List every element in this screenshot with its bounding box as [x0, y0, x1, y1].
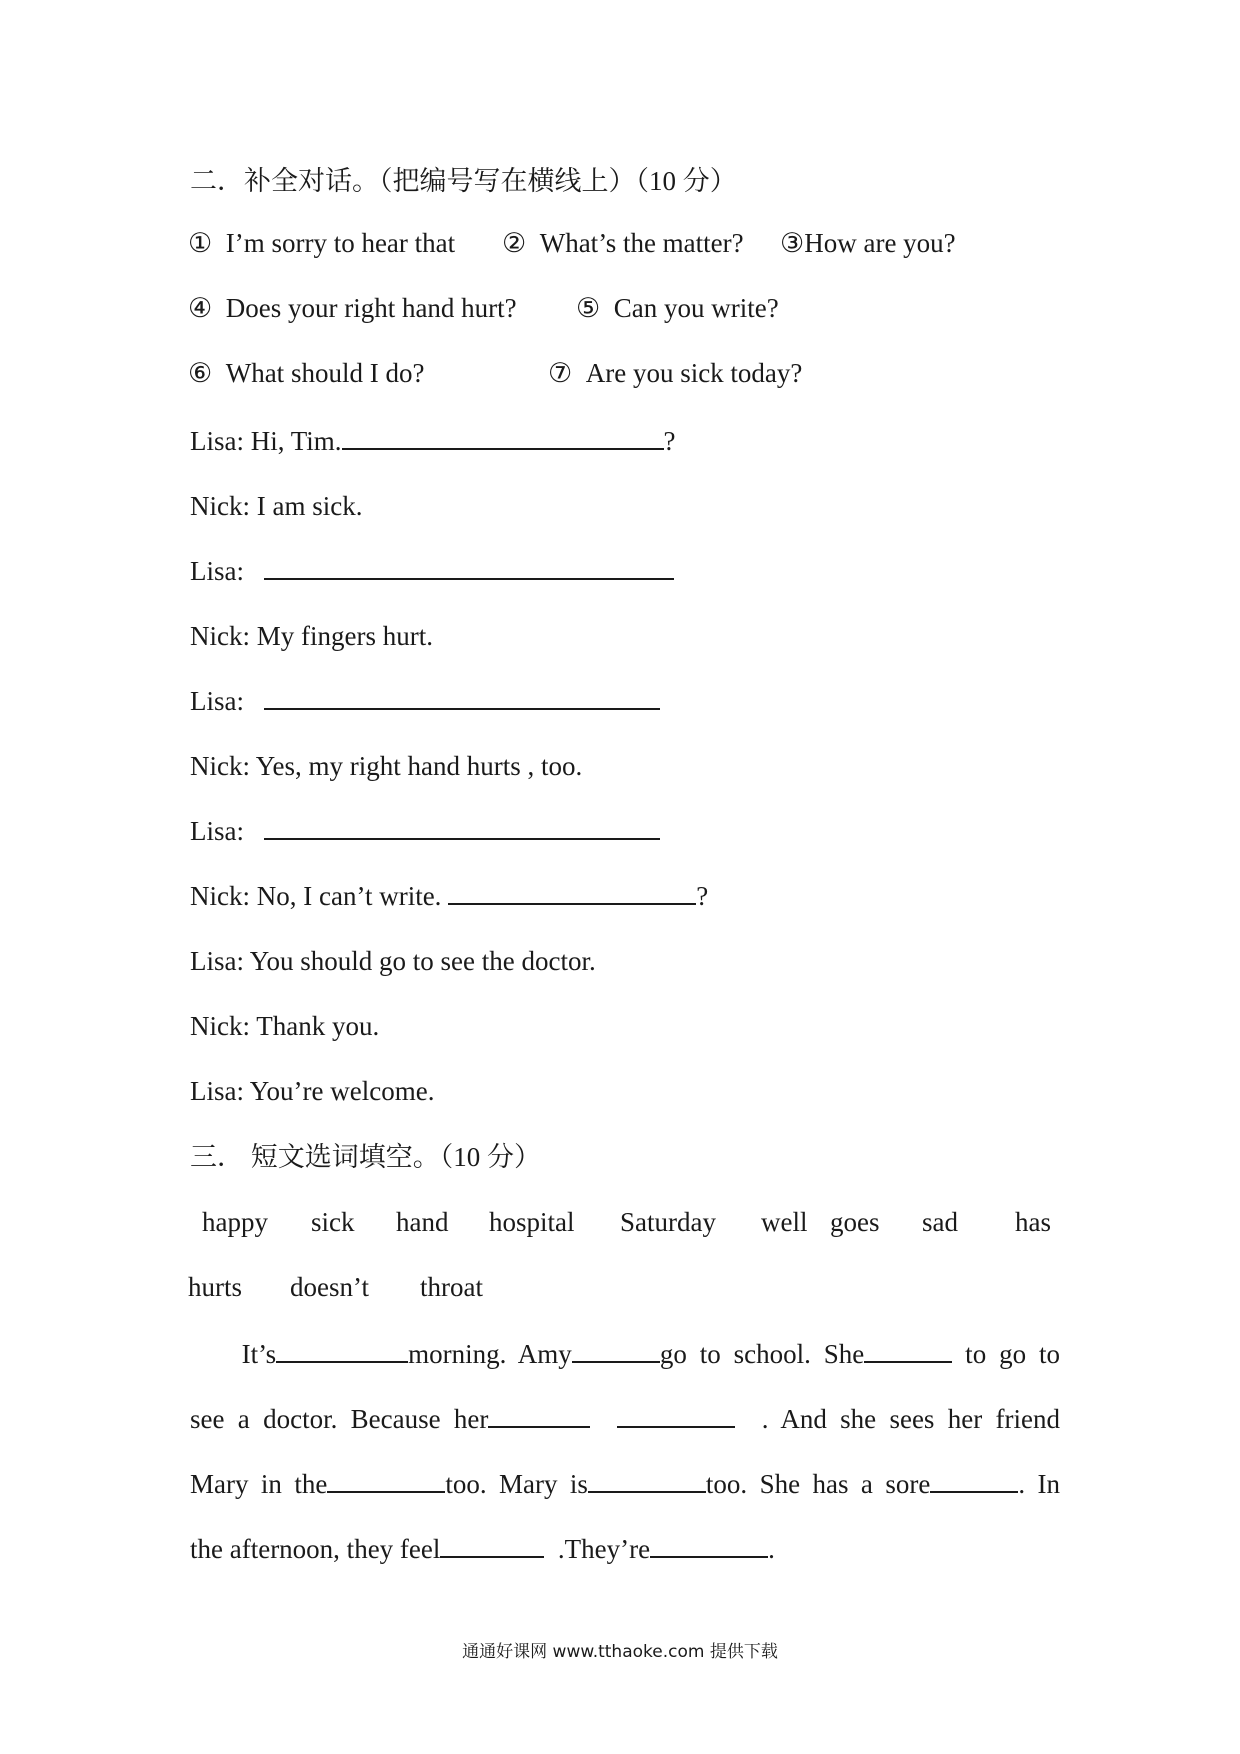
word-bank-item: hospital: [489, 1207, 575, 1237]
option-2: ② What’s the matter?: [502, 228, 744, 258]
answer-blank-2[interactable]: [264, 556, 674, 580]
section3-heading: 三． 短文选词填空。（10 分）: [190, 1142, 541, 1172]
word-bank-item: well: [761, 1207, 808, 1237]
passage-blank-7[interactable]: [588, 1469, 706, 1493]
passage-blank-6[interactable]: [327, 1469, 445, 1493]
passage-line-1: It’s morning. Amy go to school. She to go to: [241, 1339, 1060, 1369]
dialogue-line-7: Lisa:: [190, 814, 660, 848]
answer-blank-3[interactable]: [264, 686, 660, 710]
dialogue-line-2: Nick: I am sick.: [190, 491, 363, 521]
dialogue-line-9: Lisa: You should go to see the doctor.: [190, 946, 596, 976]
word-bank-item: goes: [830, 1207, 880, 1237]
option-5: ⑤ Can you write?: [576, 293, 779, 323]
passage-line-3: Mary in the too. Mary is too. She has a sore . In: [190, 1469, 1060, 1499]
answer-blank-1[interactable]: [342, 426, 664, 450]
word-bank-item: hand: [396, 1207, 449, 1237]
option-4: ④ Does your right hand hurt?: [188, 293, 517, 323]
passage-blank-1[interactable]: [276, 1339, 408, 1363]
option-1: ① I’m sorry to hear that: [188, 228, 456, 258]
dialogue-line-8: Nick: No, I can’t write. ?: [190, 881, 709, 911]
word-bank-item: happy: [202, 1207, 268, 1237]
section2-heading: 二．补全对话。（把编号写在横线上）（10 分）: [190, 166, 737, 196]
answer-blank-5[interactable]: [448, 881, 696, 905]
option-3: ③How are you?: [780, 228, 956, 258]
dialogue-line-10: Nick: Thank you.: [190, 1011, 380, 1041]
word-bank-item: sick: [311, 1207, 355, 1237]
dialogue-line-4: Nick: My fingers hurt.: [190, 621, 433, 651]
passage-line-2: see a doctor. Because her . And she sees her friend: [190, 1404, 1061, 1434]
word-bank-item: throat: [420, 1272, 483, 1302]
passage-blank-2[interactable]: [572, 1339, 660, 1363]
option-6: ⑥ What should I do?: [188, 358, 425, 388]
passage-blank-8[interactable]: [930, 1469, 1018, 1493]
passage-blank-5[interactable]: [617, 1404, 735, 1428]
passage-blank-9[interactable]: [440, 1534, 544, 1558]
word-bank-item: hurts: [188, 1272, 242, 1302]
dialogue-line-5: Lisa:: [190, 684, 660, 718]
dialogue-line-3: Lisa:: [190, 554, 674, 588]
word-bank-item: doesn’t: [290, 1272, 369, 1302]
passage-blank-3[interactable]: [864, 1339, 952, 1363]
word-bank-item: Saturday: [620, 1207, 716, 1237]
word-bank-item: has: [1015, 1207, 1051, 1237]
page-footer: 通通好课网 www.tthaoke.com 提供下载: [462, 1642, 778, 1662]
passage-blank-4[interactable]: [488, 1404, 590, 1428]
passage-blank-10[interactable]: [650, 1534, 768, 1558]
word-bank-item: sad: [922, 1207, 958, 1237]
dialogue-line-1: Lisa: Hi, Tim. ?: [190, 426, 676, 456]
passage-line-4: the afternoon, they feel .They’re .: [190, 1534, 775, 1564]
dialogue-line-6: Nick: Yes, my right hand hurts , too.: [190, 751, 583, 781]
answer-blank-4[interactable]: [264, 816, 660, 840]
dialogue-line-11: Lisa: You’re welcome.: [190, 1076, 435, 1106]
option-7: ⑦ Are you sick today?: [548, 358, 803, 388]
